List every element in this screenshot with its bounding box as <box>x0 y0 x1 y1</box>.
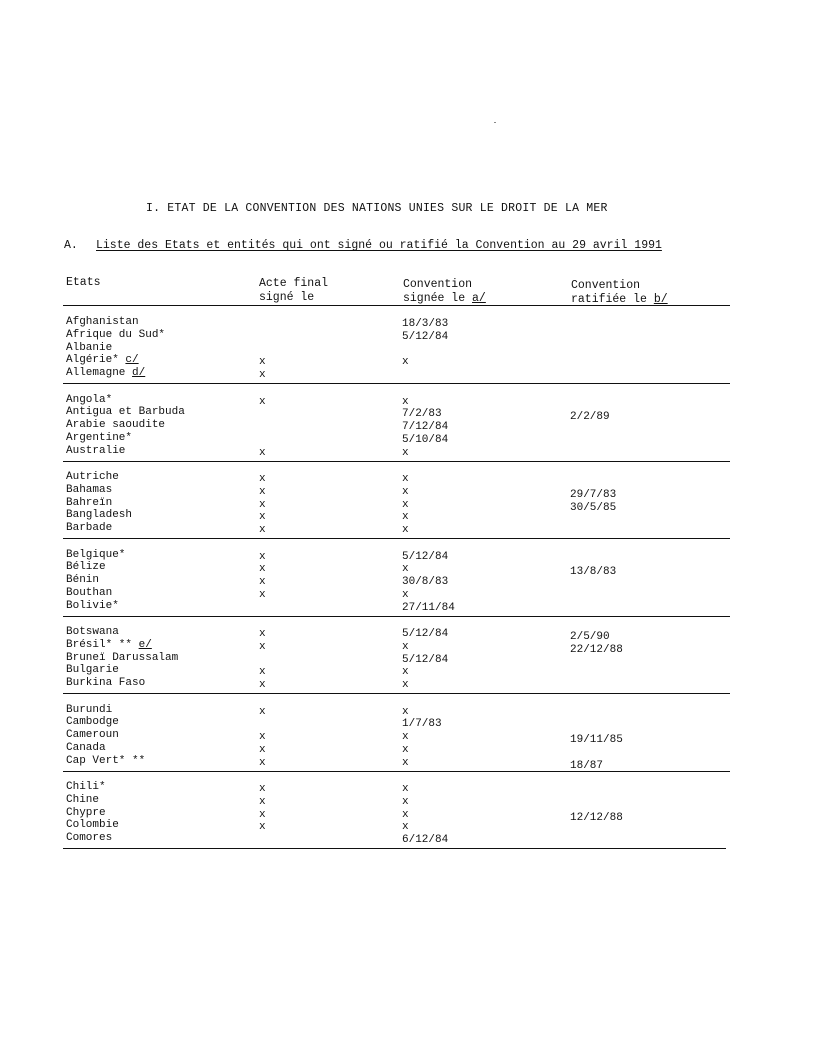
signed-date-cell: x <box>402 511 409 523</box>
footnote-ref: d/ <box>132 367 146 379</box>
state-name: Burkina Faso <box>66 677 146 689</box>
state-name: Burundi <box>66 704 113 716</box>
acte-final-cell: x <box>259 783 266 795</box>
signed-date-cell: 7/12/84 <box>402 421 449 433</box>
section-letter: A. <box>64 239 78 252</box>
signed-date-cell: x <box>402 666 409 678</box>
state-name-cell <box>66 819 119 832</box>
state-name-cell <box>66 316 139 329</box>
acte-final-cell: x <box>259 499 266 511</box>
state-name: Chine <box>66 794 100 806</box>
state-name: Antigua et Barbuda <box>66 406 185 418</box>
state-name-cell <box>66 445 125 458</box>
state-name-cell <box>66 832 112 845</box>
signed-date-cell: x <box>402 473 409 485</box>
state-name: Autriche <box>66 471 119 483</box>
state-name: Belgique* <box>66 549 126 561</box>
acte-final-cell: x <box>259 809 266 821</box>
state-name: Allemagne <box>66 367 126 379</box>
section-subtitle-text: Liste des Etats et entités qui ont signé ou ratifié la Convention au 29 avril 1991 <box>96 239 662 252</box>
signed-date-cell: x <box>402 486 409 498</box>
ratified-date-cell: 2/2/89 <box>570 411 610 423</box>
acte-final-cell: x <box>259 731 266 743</box>
state-name: Bangladesh <box>66 509 133 521</box>
state-name: Bolivie* <box>66 600 119 612</box>
signed-date-cell: x <box>402 744 409 756</box>
state-name-cell <box>66 561 106 574</box>
ratified-date-cell: 12/12/88 <box>570 812 623 824</box>
section-subtitle <box>64 239 662 252</box>
state-name-cell <box>66 432 132 445</box>
acte-final-cell: x <box>259 473 266 485</box>
header-acte-line1: Acte final <box>259 277 329 290</box>
state-name: Chypre <box>66 807 106 819</box>
state-name: Comores <box>66 832 113 844</box>
state-name: Bouthan <box>66 587 113 599</box>
state-name-cell <box>66 354 139 367</box>
signed-date-cell: 5/12/84 <box>402 628 449 640</box>
signed-date-cell: 5/10/84 <box>402 434 449 446</box>
acte-final-cell: x <box>259 369 266 381</box>
state-name: Bahreïn <box>66 497 113 509</box>
signed-date-cell: 5/12/84 <box>402 551 449 563</box>
signed-date-cell: 18/3/83 <box>402 318 449 330</box>
state-name-cell <box>66 742 106 755</box>
signed-date-cell: x <box>402 524 409 536</box>
state-name: Bulgarie <box>66 664 119 676</box>
acte-final-cell: x <box>259 628 266 640</box>
state-name-cell <box>66 484 112 497</box>
state-name: Botswana <box>66 626 119 638</box>
state-name: Australie <box>66 445 126 457</box>
state-name: Canada <box>66 742 106 754</box>
state-name-cell <box>66 755 145 768</box>
ratified-date-cell: 30/5/85 <box>570 502 617 514</box>
acte-final-cell: x <box>259 821 266 833</box>
acte-final-cell: x <box>259 551 266 563</box>
state-name-cell <box>66 716 119 729</box>
ratified-date-cell: 22/12/88 <box>570 644 623 656</box>
signed-date-cell: 5/12/84 <box>402 331 449 343</box>
state-name: Chili* <box>66 781 106 793</box>
state-name-cell <box>66 639 152 652</box>
acte-final-cell: x <box>259 679 266 691</box>
state-name-cell <box>66 406 185 419</box>
state-name: Albanie <box>66 342 113 354</box>
ratified-date-cell: 13/8/83 <box>570 566 617 578</box>
header-states: Etats <box>66 276 101 289</box>
state-name-cell <box>66 522 112 535</box>
header-convention-ratified <box>571 279 668 307</box>
state-name-cell <box>66 509 132 522</box>
signed-date-cell: 7/2/83 <box>402 408 442 420</box>
ratified-date-cell: 18/87 <box>570 760 604 772</box>
signed-date-cell: x <box>402 641 409 653</box>
group-rule <box>63 461 730 462</box>
header-convention-signed <box>403 278 486 306</box>
signed-date-cell: x <box>402 783 409 795</box>
state-name: Bahamas <box>66 484 113 496</box>
state-name-cell <box>66 574 99 587</box>
signed-date-cell: 1/7/83 <box>402 718 442 730</box>
ratified-date-cell: 2/5/90 <box>570 631 610 643</box>
state-name: Afrique du Sud* <box>66 329 166 341</box>
group-rule <box>63 771 730 772</box>
signed-date-cell: x <box>402 706 409 718</box>
group-rule <box>63 383 730 384</box>
signed-date-cell: x <box>402 821 409 833</box>
signed-date-cell: x <box>402 447 409 459</box>
acte-final-cell: x <box>259 447 266 459</box>
acte-final-cell: x <box>259 511 266 523</box>
signed-date-cell: x <box>402 563 409 575</box>
group-rule <box>63 848 726 849</box>
acte-final-cell: x <box>259 563 266 575</box>
state-name: Colombie <box>66 819 119 831</box>
header-rat-line2: ratifiée le <box>571 293 647 306</box>
signed-date-cell: x <box>402 356 409 368</box>
footnote-b: b/ <box>653 293 668 306</box>
state-name-cell <box>66 471 119 484</box>
acte-final-cell: x <box>259 524 266 536</box>
header-sign-line2: signée le <box>403 292 466 305</box>
signed-date-cell: x <box>402 589 409 601</box>
footnote-a: a/ <box>472 292 486 305</box>
acte-final-cell: x <box>259 744 266 756</box>
scan-speck <box>494 122 496 123</box>
header-acte-final <box>259 277 328 305</box>
state-name: Argentine* <box>66 432 133 444</box>
signed-date-cell: x <box>402 731 409 743</box>
acte-final-cell: x <box>259 486 266 498</box>
group-rule <box>63 616 730 617</box>
acte-final-cell: x <box>259 796 266 808</box>
signed-date-cell: x <box>402 396 409 408</box>
state-name-cell <box>66 587 112 600</box>
acte-final-cell: x <box>259 396 266 408</box>
state-name-cell <box>66 329 165 342</box>
state-name: Bruneï Darussalam <box>66 652 179 664</box>
group-rule <box>63 538 730 539</box>
state-name: Bélize <box>66 561 106 573</box>
ratified-date-cell: 29/7/83 <box>570 489 617 501</box>
acte-final-cell: x <box>259 356 266 368</box>
state-name-cell <box>66 626 119 639</box>
acte-final-cell: x <box>259 666 266 678</box>
state-name: Barbade <box>66 522 113 534</box>
signed-date-cell: 30/8/83 <box>402 576 449 588</box>
state-name: Arabie saoudite <box>66 419 166 431</box>
state-name-cell <box>66 729 119 742</box>
acte-final-cell: x <box>259 589 266 601</box>
signed-date-cell: x <box>402 499 409 511</box>
signed-date-cell: x <box>402 679 409 691</box>
header-sign-line1: Convention <box>403 278 473 291</box>
state-name: Cambodge <box>66 716 119 728</box>
state-name: Angola* <box>66 394 113 406</box>
signed-date-cell: x <box>402 809 409 821</box>
state-name-cell <box>66 664 119 677</box>
state-name: Algérie* <box>66 354 119 366</box>
header-acte-line2: signé le <box>259 291 315 304</box>
footnote-ref: c/ <box>125 354 139 366</box>
page-title: I. ETAT DE LA CONVENTION DES NATIONS UNIES SUR LE DROIT DE LA MER <box>146 202 608 215</box>
state-name-cell <box>66 419 165 432</box>
signed-date-cell: x <box>402 757 409 769</box>
acte-final-cell: x <box>259 706 266 718</box>
ratified-date-cell: 19/11/85 <box>570 734 623 746</box>
state-name: Cap Vert* ** <box>66 755 146 767</box>
header-rule <box>63 305 730 306</box>
signed-date-cell: 27/11/84 <box>402 602 455 614</box>
state-name-cell <box>66 600 119 613</box>
header-rat-line1: Convention <box>571 279 641 292</box>
acte-final-cell: x <box>259 641 266 653</box>
signed-date-cell: 6/12/84 <box>402 834 449 846</box>
state-name: Bénin <box>66 574 100 586</box>
state-name: Cameroun <box>66 729 119 741</box>
state-name: Afghanistan <box>66 316 139 328</box>
state-name-cell <box>66 367 145 380</box>
acte-final-cell: x <box>259 757 266 769</box>
signed-date-cell: x <box>402 796 409 808</box>
acte-final-cell: x <box>259 576 266 588</box>
state-name: Brésil* ** <box>66 639 133 651</box>
group-rule <box>63 693 730 694</box>
state-name-cell <box>66 794 99 807</box>
state-name-cell <box>66 677 145 690</box>
signed-date-cell: 5/12/84 <box>402 654 449 666</box>
footnote-ref: e/ <box>138 639 152 651</box>
state-name-cell <box>66 781 106 794</box>
